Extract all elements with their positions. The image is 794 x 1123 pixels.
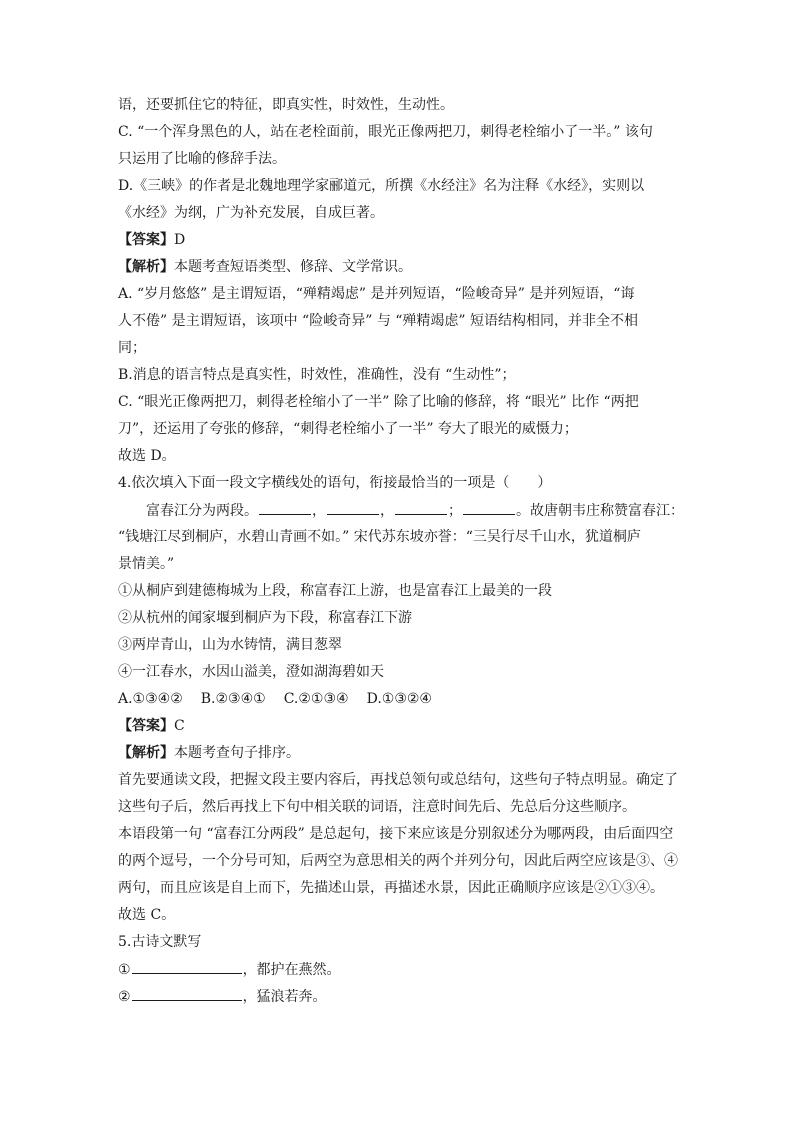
fill-blank-4[interactable] <box>463 497 515 515</box>
recite-blank-1[interactable] <box>132 956 242 974</box>
q4-paragraph-line: 景情美。” <box>118 556 175 572</box>
analysis-line <box>118 740 678 767</box>
answer-value: D <box>174 232 186 248</box>
option-c: C.②①③④ <box>283 691 349 707</box>
q5-item: ② ，猛浪若奔。 <box>118 983 678 1010</box>
q4-options <box>118 686 678 713</box>
text-line: 《水经》为纲，广为补充发展，自成巨著。 <box>118 205 384 221</box>
answer-line <box>118 713 678 740</box>
answer-line <box>118 227 678 254</box>
analysis-text: 本题考查短语类型、修辞、文学常识。 <box>174 259 412 275</box>
text-line: D.《三峡》的作者是北魏地理学家郦道元，所撰《水经注》名为注释《水经》，实则以 <box>118 178 645 194</box>
question-4-stem: 4.依次填入下面一段文字横线处的语句，衔接最恰当的一项是（ ） <box>118 475 552 491</box>
q4-paragraph-line: “钱塘江尽到桐庐，水碧山青画不如。” 宋代苏东坡亦誉：“三吴行尽千山水，犹道桐庐 <box>118 529 641 545</box>
text-line: 故选 D。 <box>118 448 176 464</box>
q4-item: ③两岸青山，山为水铸情，满目葱翠 <box>118 637 342 653</box>
document-page <box>118 92 684 1010</box>
text-line: C. “一个浑身黑色的人，站在老栓面前，眼光正像两把刀，刺得老栓缩小了一半。” 该句 <box>118 124 653 140</box>
q5-item: ① ，都护在燕然。 <box>118 956 678 983</box>
text-line: 语，还要抓住它的特征，即真实性，时效性，生动性。 <box>118 97 454 113</box>
analysis-text: 本题考查句子排序。 <box>174 745 300 761</box>
analysis-line <box>118 254 678 281</box>
option-b: B.②③④① <box>200 691 266 707</box>
text-line: A. “岁月悠悠” 是主谓短语，“殚精竭虑” 是并列短语，“险峻奇异” 是并列短语，“诲 <box>118 286 635 302</box>
option-a: A.①③④② <box>118 691 183 707</box>
q4-paragraph-line: 富春江分为两段。 ， ， ； 。故唐朝韦庄称赞富春江： <box>118 497 678 524</box>
fill-blank-2[interactable] <box>327 497 379 515</box>
answer-value: C <box>174 718 185 734</box>
analysis-tag: 【解析】 <box>118 259 174 275</box>
text-line: 同； <box>118 340 146 356</box>
text-line: 这些句子后，然后再找上下句中相关联的词语，注意时间先后、先总后分这些顺序。 <box>118 799 636 815</box>
text-line: 的两个逗号，一个分号可知，后两空为意思相关的两个并列分句，因此后两空应该是③、④ <box>118 853 678 869</box>
text-line: 人不倦” 是主谓短语，该项中 “险峻奇异” 与 “殚精竭虑” 短语结构相同，并非全不相 <box>118 313 639 329</box>
text-line: 只运用了比喻的修辞手法。 <box>118 151 286 167</box>
text-line: 本语段第一句 “富春江分两段” 是总起句，接下来应该是分别叙述分为哪两段，由后面四空 <box>118 826 674 842</box>
option-d: D.①③②④ <box>366 691 432 707</box>
fill-blank-1[interactable] <box>259 497 311 515</box>
answer-tag: 【答案】 <box>118 232 174 248</box>
text-line: 故选 C。 <box>118 907 176 923</box>
fill-blank-3[interactable] <box>395 497 447 515</box>
q4-item: ④一江春水，水因山溢美，澄如湖海碧如天 <box>118 664 384 680</box>
text-line: 刀”，还运用了夸张的修辞，“刺得老栓缩小了一半” 夸大了眼光的威慑力； <box>118 421 578 437</box>
q4-item: ②从杭州的闻家堰到桐庐为下段，称富春江下游 <box>118 610 412 626</box>
text-line: C. “眼光正像两把刀，刺得老栓缩小了一半” 除了比喻的修辞，将 “眼光” 比作 “两把 <box>118 394 639 410</box>
analysis-tag: 【解析】 <box>118 745 174 761</box>
q4-item: ①从桐庐到建德梅城为上段，称富春江上游，也是富春江上最美的一段 <box>118 583 552 599</box>
recite-blank-2[interactable] <box>132 983 242 1001</box>
answer-tag: 【答案】 <box>118 718 174 734</box>
text-line: 两句，而且应该是自上而下，先描述山景，再描述水景，因此正确顺序应该是②①③④。 <box>118 880 664 896</box>
text-line: 首先要通读文段，把握文段主要内容后，再找总领句或总结句，这些句子特点明显。确定了 <box>118 772 678 788</box>
text-line: B.消息的语言特点是真实性，时效性，准确性，没有 “生动性”； <box>118 367 516 383</box>
question-5-stem: 5.古诗文默写 <box>118 934 202 950</box>
